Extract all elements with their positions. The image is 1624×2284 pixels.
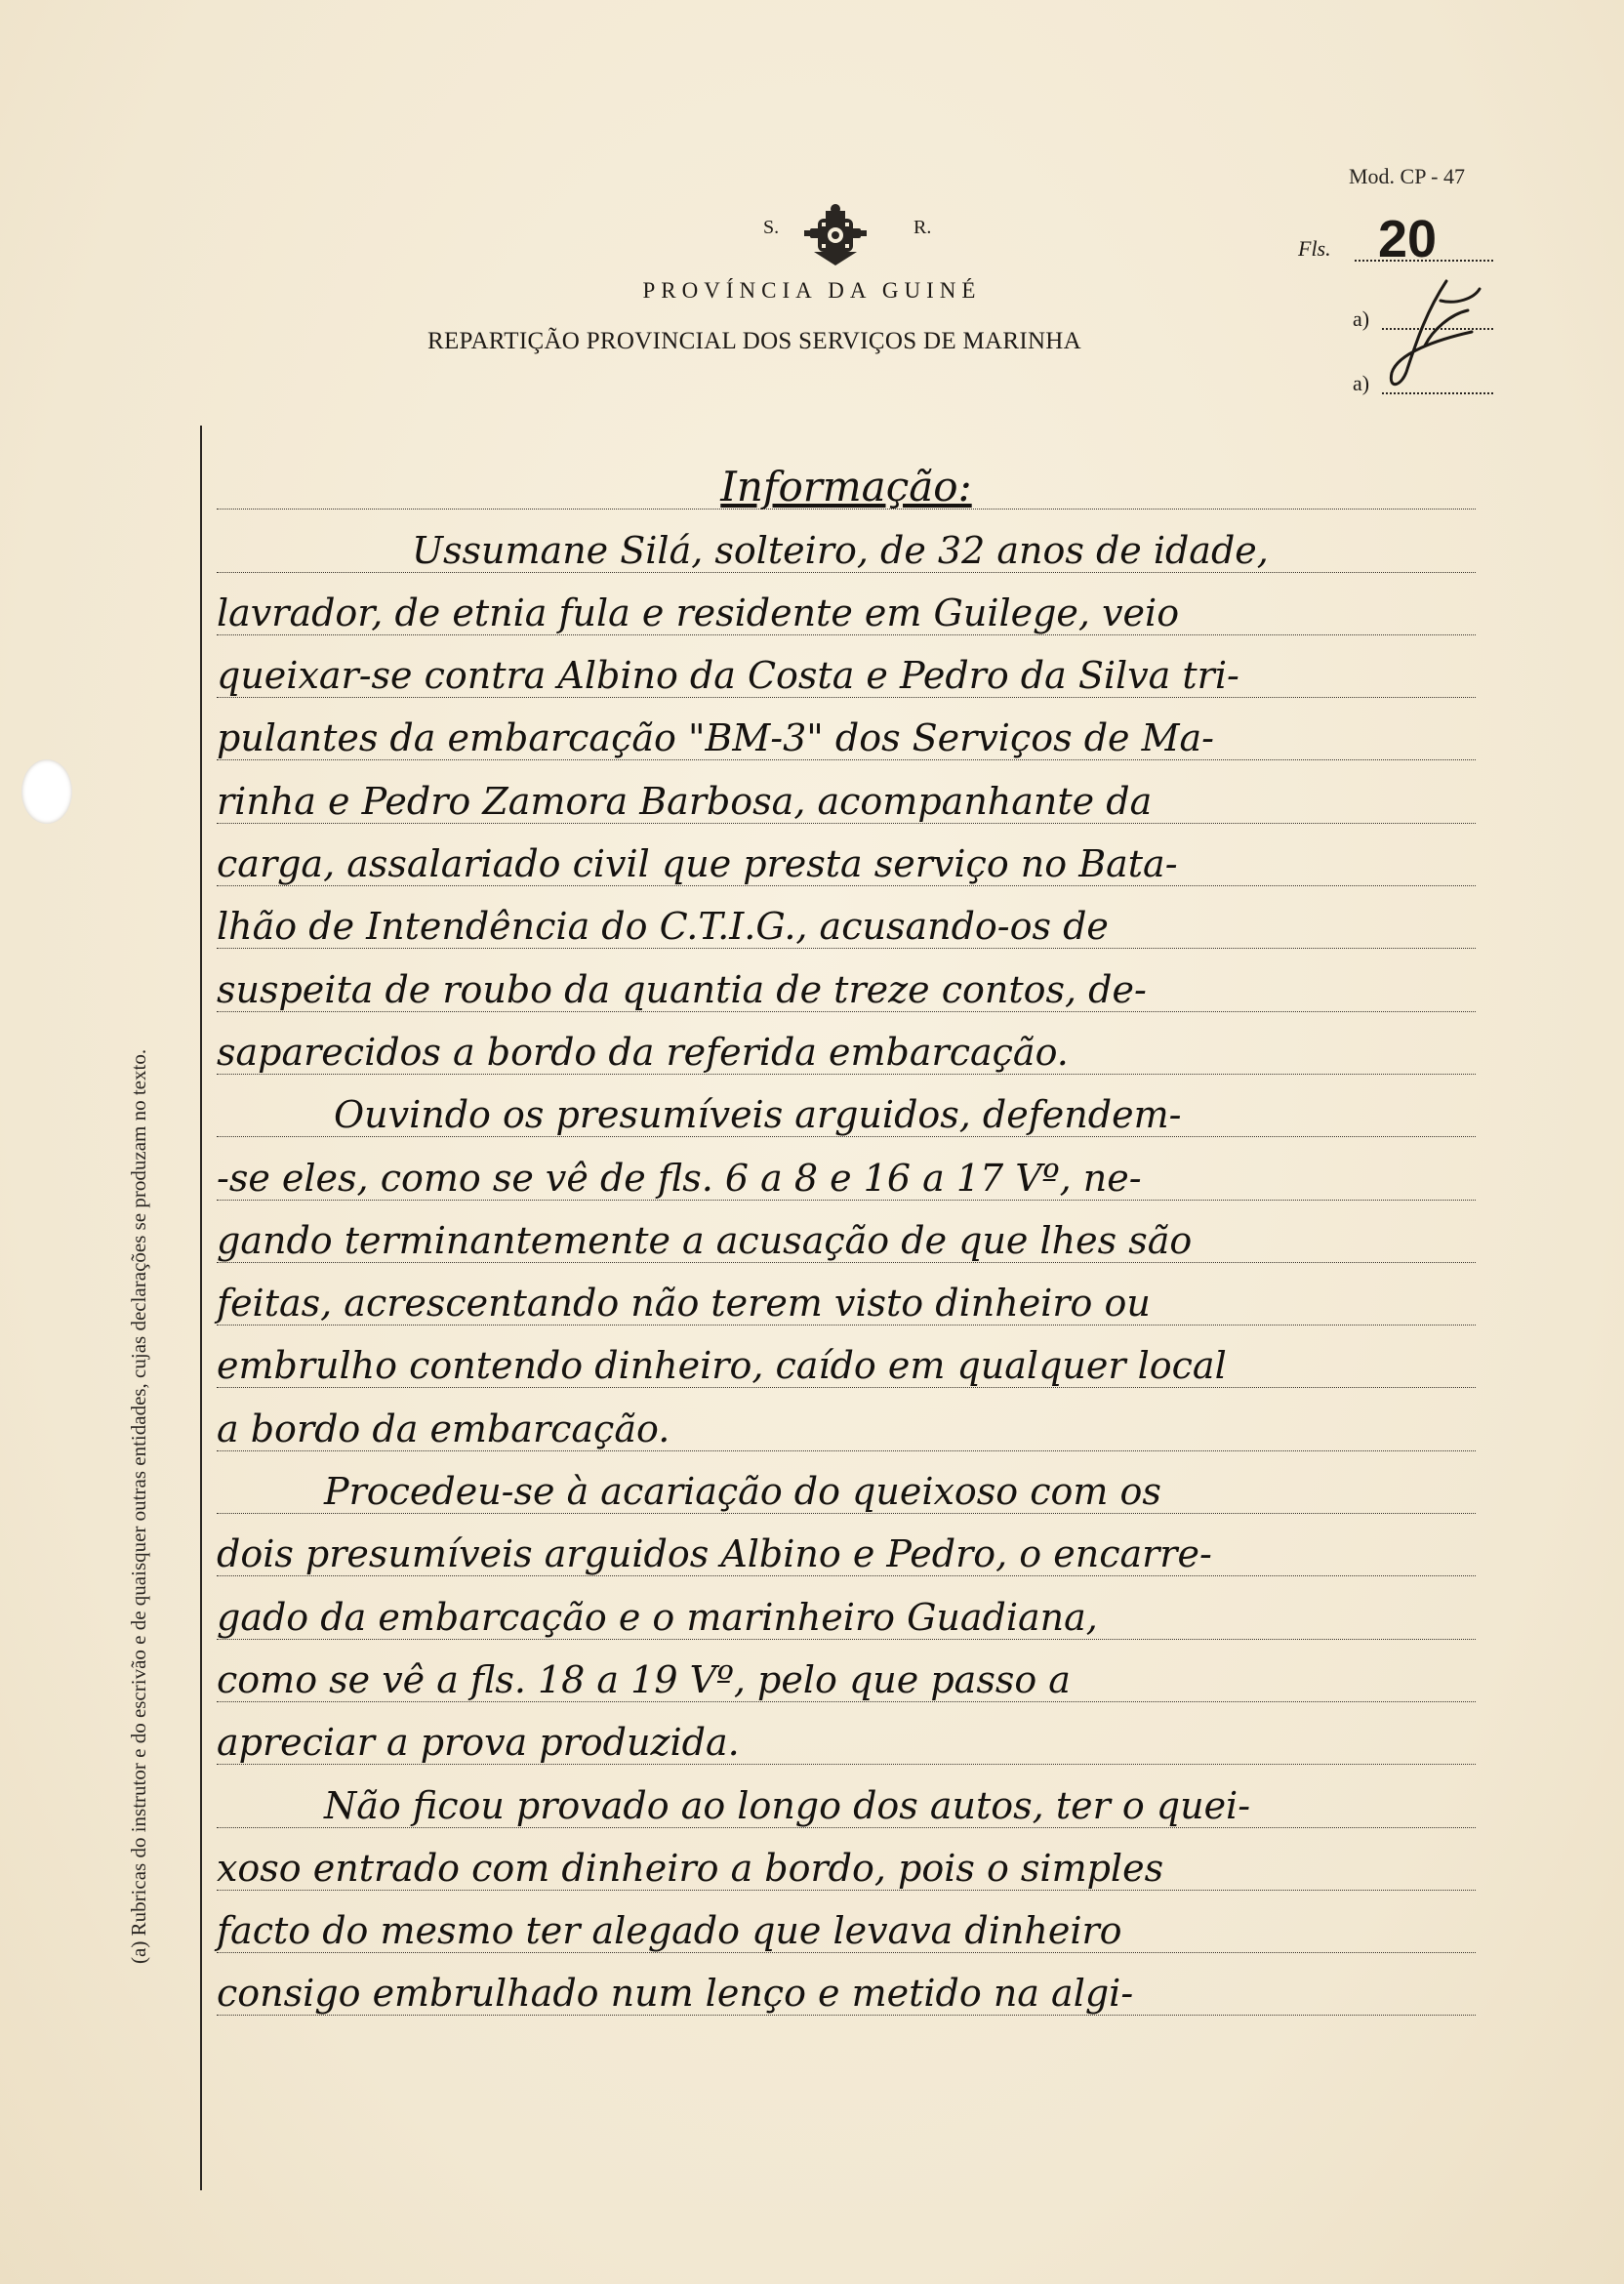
text-line: [217, 1576, 1476, 1639]
text-line-content: Ussumane Silá, solteiro, de 32 anos de idade,: [412, 528, 1269, 572]
text-line: [217, 510, 1476, 572]
text-line: [217, 1326, 1476, 1388]
text-line-content: gando terminantemente a acusação de que lhes são: [217, 1218, 1193, 1262]
text-line-content: pulantes da embarcação "BM-3" dos Serviços de Ma-: [217, 716, 1214, 760]
text-line: [217, 1012, 1476, 1075]
text-line: [217, 949, 1476, 1011]
handwritten-text-block: [217, 447, 1476, 2016]
margin-note: (a) Rubricas do instrutor e do escrivão e de quaisquer outras entidades, cujas declarações se produzam no texto.: [127, 1048, 150, 1964]
folio-number: 20: [1378, 210, 1438, 268]
text-line: [217, 824, 1476, 886]
text-line-content: feitas, acrescentando não terem visto dinheiro ou: [217, 1282, 1151, 1326]
r-letter: R.: [914, 217, 932, 238]
text-line: [217, 1702, 1476, 1765]
text-line: [217, 1137, 1476, 1200]
text-line-content: embrulho contendo dinheiro, caído em qualquer local: [217, 1344, 1227, 1388]
text-line-content: rinha e Pedro Zamora Barbosa, acompanhante da: [217, 779, 1153, 823]
text-line-content: queixar-se contra Albino da Costa e Pedro da Silva tri-: [217, 654, 1239, 698]
text-line: [217, 573, 1476, 635]
document-heading: Informação:: [720, 463, 972, 511]
text-line: [217, 698, 1476, 760]
province-title: PROVÍNCIA DA GUINÉ: [642, 278, 982, 303]
text-line: [217, 1828, 1476, 1891]
text-line: [217, 1201, 1476, 1263]
text-line: [217, 1514, 1476, 1576]
form-model-code: Mod. CP - 47: [1349, 164, 1465, 188]
s-letter: S.: [763, 217, 780, 238]
folio-label: Fls.: [1298, 236, 1331, 261]
text-line-content: Não ficou provado ao longo dos autos, ter o quei-: [324, 1783, 1251, 1827]
handwritten-initials: [1378, 271, 1485, 398]
text-line: [217, 1388, 1476, 1450]
text-line: [217, 1953, 1476, 2016]
text-line-content: xoso entrado com dinheiro a bordo, pois o simples: [217, 1846, 1164, 1890]
department-title: REPARTIÇÃO PROVINCIAL DOS SERVIÇOS DE MARINHA: [427, 328, 1082, 354]
text-line-content: suspeita de roubo da quantia de treze contos, de-: [217, 967, 1147, 1011]
rubric-label-2: a): [1353, 371, 1370, 395]
text-line: [217, 760, 1476, 823]
text-line: [217, 1451, 1476, 1514]
text-line-content: consigo embrulhado num lenço e metido na algi-: [217, 1972, 1134, 2016]
text-line-content: lhão de Intendência do C.T.I.G., acusando-os de: [217, 905, 1109, 949]
text-line: [217, 1891, 1476, 1953]
left-margin-rule: [200, 426, 202, 2190]
text-line-content: Procedeu-se à acariação do queixoso com os: [324, 1470, 1161, 1514]
punch-hole: [21, 759, 72, 824]
text-line-content: -se eles, como se vê de fls. 6 a 8 e 16 a 17 Vº, ne-: [217, 1156, 1142, 1200]
text-line: [217, 886, 1476, 949]
coat-of-arms-seal-icon: [800, 201, 871, 269]
text-line: [217, 1765, 1476, 1827]
text-line-content: Ouvindo os presumíveis arguidos, defendem-: [334, 1093, 1182, 1137]
text-line-content: dois presumíveis arguidos Albino e Pedro, o encarre-: [217, 1532, 1212, 1576]
folio-field: [1298, 210, 1493, 268]
text-line-content: saparecidos a bordo da referida embarcação.: [217, 1030, 1069, 1074]
text-line: [217, 1263, 1476, 1326]
text-line-content: carga, assalariado civil que presta serviço no Bata-: [217, 842, 1178, 886]
text-line-content: gado da embarcação e o marinheiro Guadiana,: [217, 1595, 1098, 1639]
text-line-content: a bordo da embarcação.: [217, 1407, 670, 1450]
text-line-content: como se vê a fls. 18 a 19 Vº, pelo que passo a: [217, 1657, 1071, 1701]
text-line: [217, 1640, 1476, 1702]
text-line-content: apreciar a prova produzida.: [217, 1721, 740, 1765]
rubric-label-1: a): [1353, 306, 1370, 331]
text-line-content: lavrador, de etnia fula e residente em Guilege, veio: [217, 591, 1180, 634]
text-line: [217, 1075, 1476, 1137]
heading-line: [217, 447, 1476, 510]
text-line-content: facto do mesmo ter alegado que levava dinheiro: [217, 1909, 1122, 1953]
text-line: [217, 635, 1476, 698]
